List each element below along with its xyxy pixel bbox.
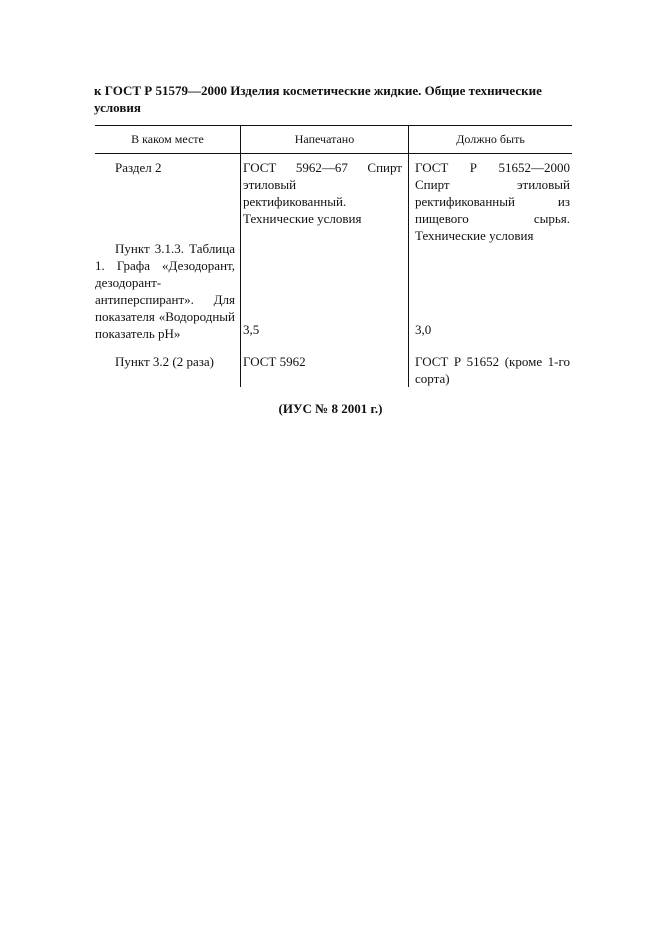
column-header-where: В каком месте <box>131 132 204 146</box>
row-2-printed: 3,5 <box>243 322 260 337</box>
column-divider <box>240 125 241 387</box>
row-3-where: Пункт 3.2 (2 раза) <box>115 354 215 369</box>
row-1-printed: ГОСТ 5962—67 Спирт этиловый ректификованный. Технические условия <box>243 160 402 226</box>
row-3-should-be: ГОСТ Р 51652 (кроме 1-го сорта) <box>415 354 570 386</box>
row-3-printed: ГОСТ 5962 <box>243 354 306 369</box>
column-divider <box>408 125 409 387</box>
footnote-ius-reference: (ИУС № 8 2001 г.) <box>278 401 383 416</box>
row-2-should-be: 3,0 <box>415 322 432 337</box>
row-2-where: Пункт 3.1.3. Таблица 1. Графа «Дезодорант, дезодорант-антиперспирант». Для показателя «Водородный показатель pH» <box>95 241 235 341</box>
errata-table <box>95 125 572 387</box>
table-top-rule <box>95 125 572 126</box>
document-title: к ГОСТ Р 51579—2000 Изделия косметические жидкие. Общие технические условия <box>94 83 542 115</box>
table-header-rule <box>95 153 572 154</box>
column-header-should-be: Должно быть <box>456 132 525 146</box>
row-1-where: Раздел 2 <box>115 160 162 175</box>
row-1-should-be: ГОСТ Р 51652—2000 Спирт этиловый ректификованный из пищевого сырья. Технические условия <box>415 160 570 243</box>
column-header-printed: Напечатано <box>294 132 355 146</box>
